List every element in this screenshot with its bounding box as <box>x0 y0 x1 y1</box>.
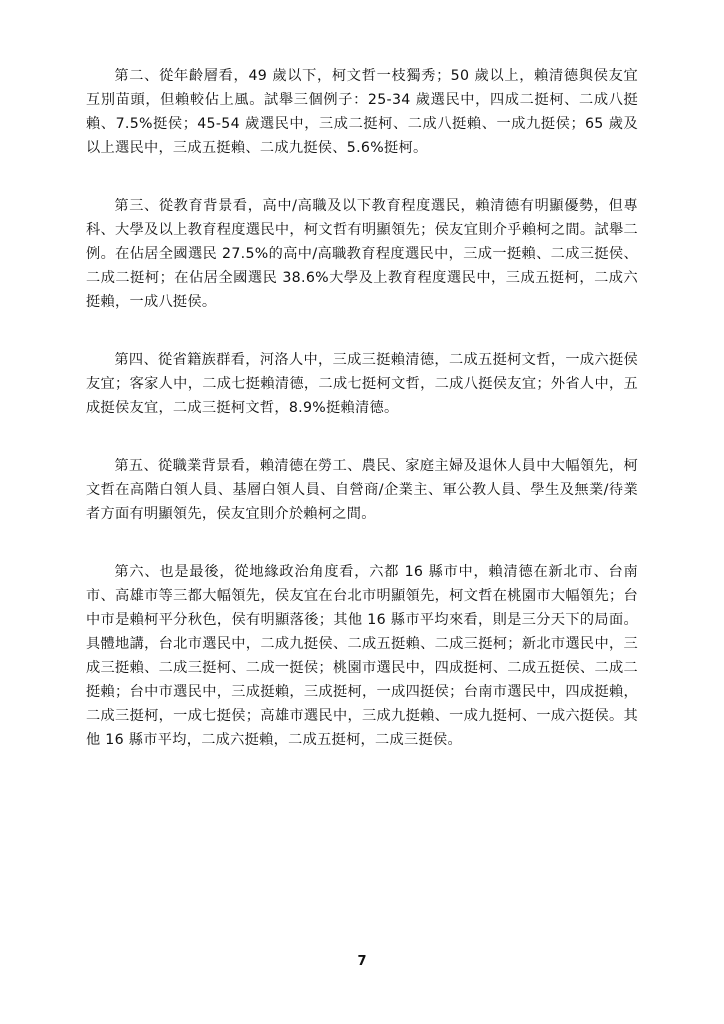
paragraph-occupation: 第五、從職業背景看，賴清德在勞工、農民、家庭主婦及退休人員中大幅領先，柯文哲在高階白領人員、基層白領人員、自營商/企業主、軍公教人員、學生及無業/待業者方面有明顯領先，侯友宜則介於賴柯之間。 <box>86 458 638 522</box>
paragraph-ethnicity: 第四、從省籍族群看，河洛人中，三成三挺賴清德，二成五挺柯文哲，一成六挺侯友宜；客家人中，二成七挺賴清德，二成七挺柯文哲，二成八挺侯友宜；外省人中，五成挺侯友宜，二成三挺柯文哲，8.9%挺賴清德。 <box>86 352 638 416</box>
paragraph-education: 第三、從教育背景看，高中/高職及以下教育程度選民，賴清德有明顯優勢，但專科、大學及以上教育程度選民中，柯文哲有明顯領先；侯友宜則介乎賴柯之間。試舉二例。在佔居全國選民 27.5%的高中/高職教育程度選民中，三成一挺賴、二成三挺侯、二成二挺柯；在佔居全國選民 38.6%大學及上教育程度選民中，三成五挺柯，二成六挺賴，一成八挺侯。 <box>86 198 638 310</box>
document-body <box>86 64 638 786</box>
paragraph-geography: 第六、也是最後，從地緣政治角度看，六都 16 縣市中，賴清德在新北市、台南市、高雄市等三都大幅領先，侯友宜在台北市明顯領先，柯文哲在桃園市大幅領先；台中市是賴柯平分秋色，侯有明顯落後；其他 16 縣市平均來看，則是三分天下的局面。具體地講，台北市選民中，二成九挺侯、二成五挺賴、二成三挺柯；新北市選民中，三成三挺賴、二成三挺柯、二成一挺侯；桃園市選民中，四成挺柯、二成五挺侯、二成二挺賴；台中市選民中，三成挺賴，三成挺柯，一成四挺侯；台南市選民中，四成挺賴，二成三挺柯，一成七挺侯；高雄市選民中，三成九挺賴、一成九挺柯、一成六挺侯。其他 16 縣市平均，二成六挺賴，二成五挺柯，二成三挺侯。 <box>86 564 638 748</box>
page-number: 7 <box>357 954 367 969</box>
paragraph-age: 第二、從年齡層看，49 歲以下，柯文哲一枝獨秀；50 歲以上，賴清德與侯友宜互別苗頭，但賴較佔上風。試舉三個例子：25-34 歲選民中，四成二挺柯、二成八挺賴、7.5%挺侯；45-54 歲選民中，三成二挺柯、二成八挺賴、一成九挺侯；65 歲及以上選民中，三成五挺賴、二成九挺侯、5.6%挺柯。 <box>86 68 638 156</box>
